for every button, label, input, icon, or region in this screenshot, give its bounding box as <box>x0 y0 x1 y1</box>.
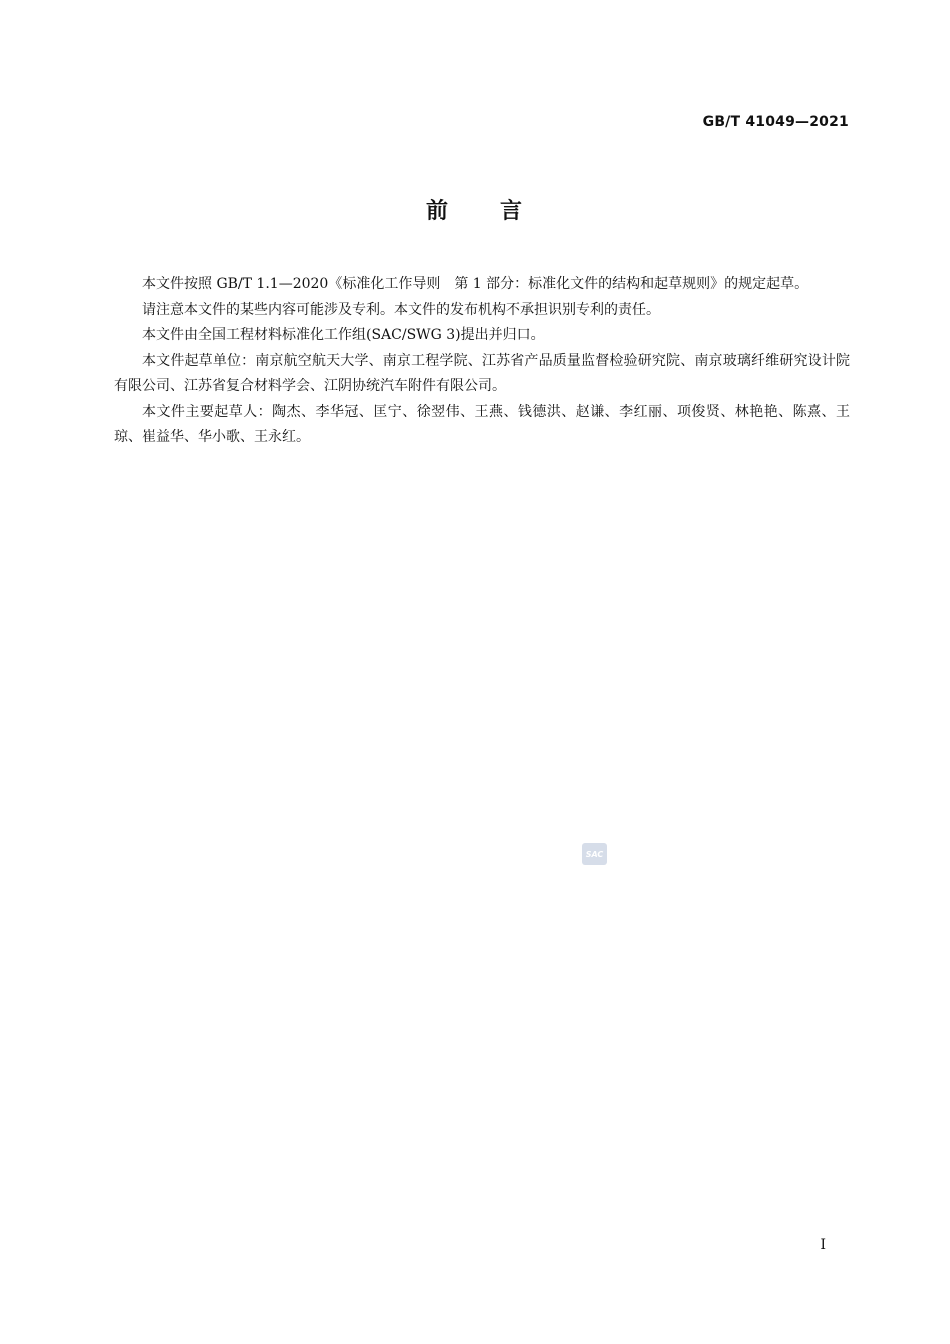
title-char-1: 前 <box>425 199 450 224</box>
paragraph-drafting-units: 本文件起草单位：南京航空航天大学、南京工程学院、江苏省产品质量监督检验研究院、南京玻璃纤维研究设计院有限公司、江苏省复合材料学会、江阴协统汽车附件有限公司。 <box>114 352 850 394</box>
title-char-2: 言 <box>500 199 525 224</box>
paragraph-patent-notice: 请注意本文件的某些内容可能涉及专利。本文件的发布机构不承担识别专利的责任。 <box>142 301 660 318</box>
paragraph-proposer: 本文件由全国工程材料标准化工作组(SAC/SWG 3)提出并归口。 <box>142 327 545 343</box>
paragraph-drafters: 本文件主要起草人：陶杰、李华冠、匡宁、徐翌伟、王燕、钱德洪、赵谦、李红丽、项俊贤、林艳艳、陈熹、王琼、崔益华、华小歌、王永红。 <box>114 403 850 445</box>
page-title <box>0 194 950 225</box>
paragraph-drafting-rules: 本文件按照 GB/T 1.1—2020《标准化工作导则 第 1 部分：标准化文件的结构和起草规则》的规定起草。 <box>142 276 809 292</box>
standard-number: GB/T 41049—2021 <box>702 114 849 130</box>
sac-logo-watermark: SAC <box>582 843 607 865</box>
foreword-body <box>114 272 850 451</box>
page-number: I <box>820 1237 826 1253</box>
